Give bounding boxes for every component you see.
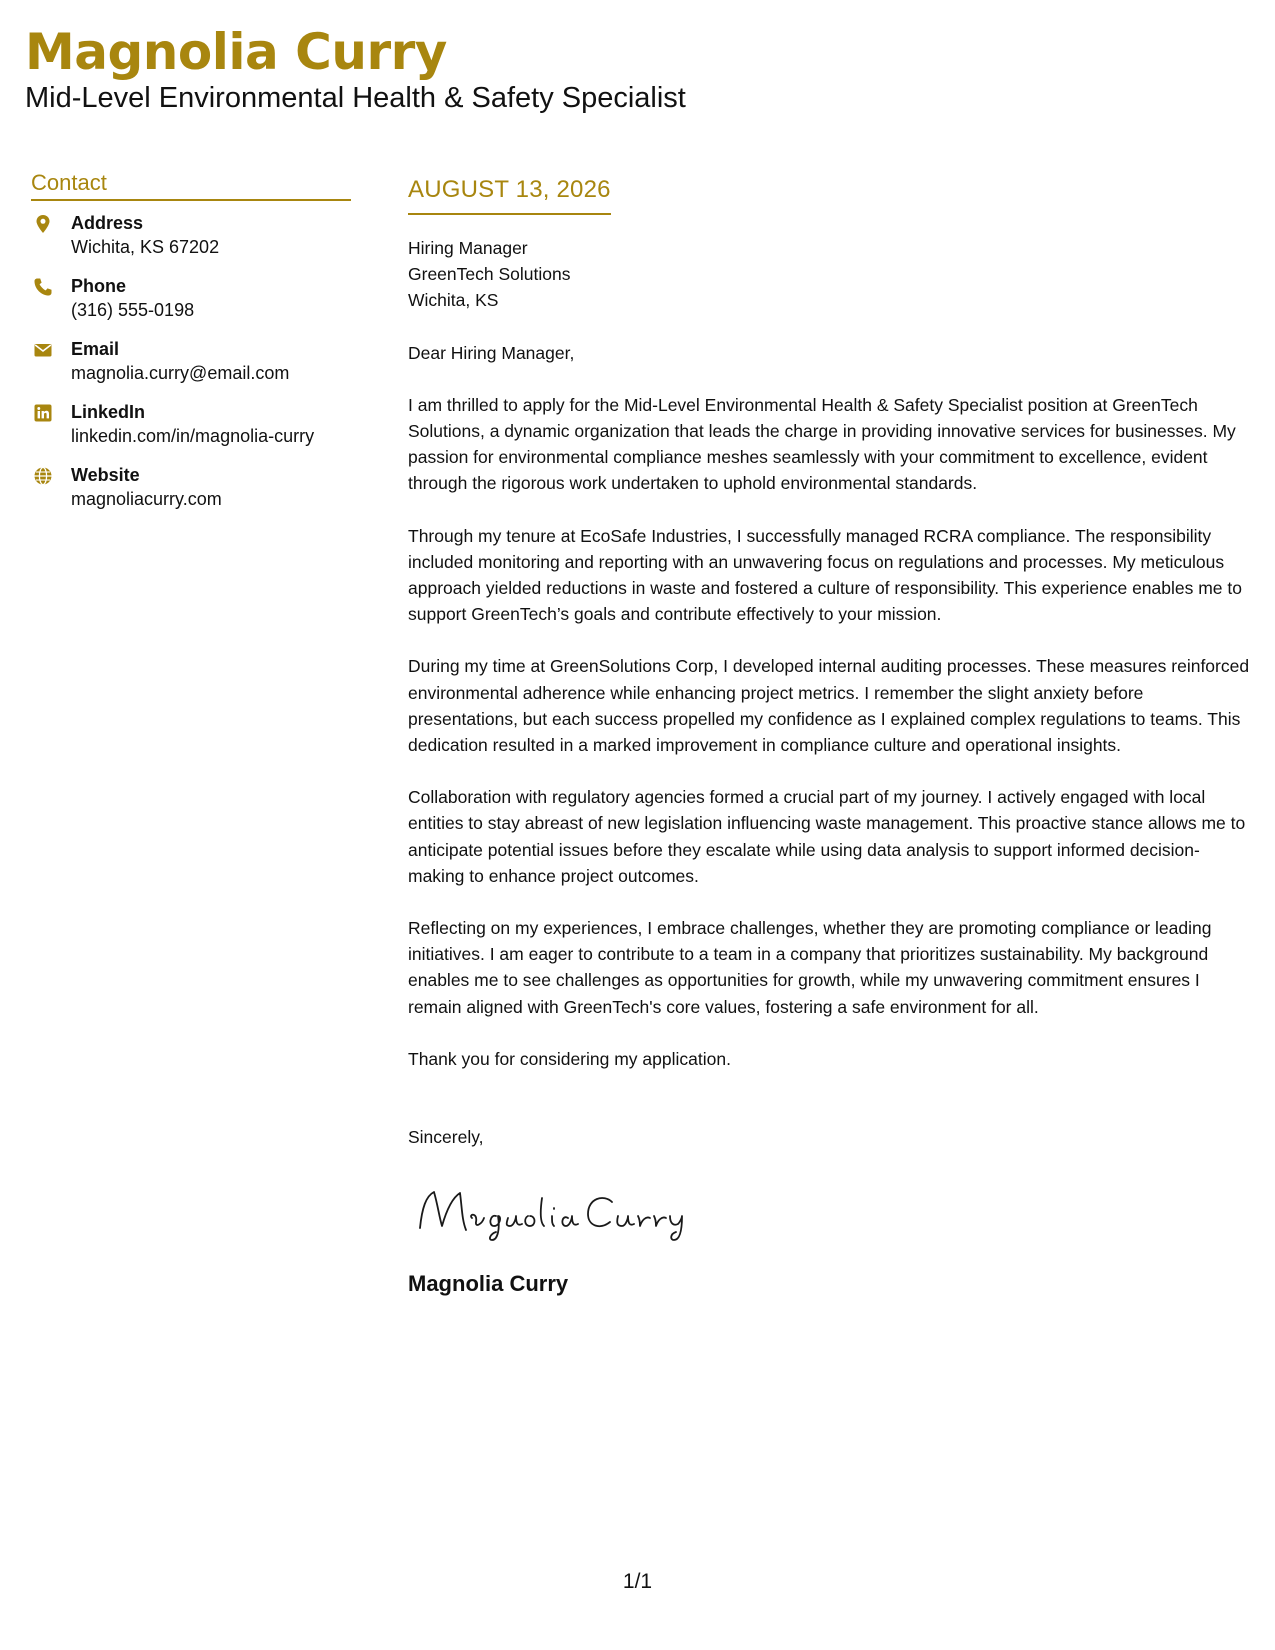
recipient-block — [408, 235, 1253, 314]
applicant-name: Magnolia Curry — [25, 23, 447, 81]
contact-sidebar — [31, 170, 351, 526]
paragraph-1: I am thrilled to apply for the Mid-Level Environmental Health & Safety Specialist position at GreenTech Solutions, a dynamic organization that leads the charge in providing innovative services for businesses. My passion for environmental compliance meshes seamlessly with your commitment to excellence, evident through the rigorous work undertaken to uphold environmental standards. — [408, 394, 1236, 494]
contact-value-address: Wichita, KS 67202 — [71, 237, 220, 257]
contact-item-linkedin — [31, 400, 351, 463]
letter-date: AUGUST 13, 2026 — [408, 175, 611, 215]
contact-label-phone: Phone — [71, 276, 127, 296]
phone-icon — [33, 277, 53, 297]
contact-label-email: Email — [71, 339, 120, 359]
job-title: Mid-Level Environmental Health & Safety Specialist — [25, 82, 686, 114]
contact-value-website: magnoliacurry.com — [71, 489, 222, 509]
signed-name: Magnolia Curry — [408, 1271, 569, 1297]
signature — [412, 1178, 712, 1248]
globe-icon — [33, 466, 53, 486]
contact-item-address — [31, 211, 351, 274]
envelope-icon — [33, 340, 53, 360]
contact-heading: Contact — [31, 170, 351, 201]
letter-body — [408, 175, 1253, 1298]
contact-label-linkedin: LinkedIn — [71, 402, 146, 422]
recipient-location: Wichita, KS — [408, 290, 499, 311]
closing: Sincerely, — [408, 1127, 484, 1148]
contact-value-linkedin: linkedin.com/in/magnolia-curry — [71, 426, 315, 446]
salutation: Dear Hiring Manager, — [408, 342, 575, 363]
contact-item-phone — [31, 274, 351, 337]
contact-item-website — [31, 463, 351, 526]
page-number: 1/1 — [622, 1570, 653, 1593]
paragraph-5: Reflecting on my experiences, I embrace challenges, whether they are promoting compliance or leading initiatives. I am eager to contribute to a team in a company that prioritizes sustainability. My background enables me to see challenges as opportunities for growth, while my unwavering commitment ensures I remain aligned with GreenTech's core values, fostering a safe environment for all. — [408, 918, 1212, 1017]
paragraph-2: Through my tenure at EcoSafe Industries, I successfully managed RCRA compliance. The responsibility included monitoring and reporting with an unwavering focus on regulations and processes. My meticulous approach yielded reductions in waste and fostered a culture of responsibility. This experience enables me to support GreenTech’s goals and contribute effectively to your mission. — [408, 525, 1243, 625]
linkedin-icon — [33, 403, 53, 423]
recipient-company: GreenTech Solutions — [408, 264, 571, 285]
contact-value-phone: (316) 555-0198 — [71, 300, 195, 320]
thank-you-line: Thank you for considering my application. — [408, 1048, 731, 1069]
contact-label-address: Address — [71, 213, 144, 233]
paragraph-4: Collaboration with regulatory agencies formed a crucial part of my journey. I actively engaged with local entities to stay abreast of new legislation influencing waste management. This proactive stance allows me to anticipate potential issues before they escalate while using data analysis to support informed decision-making to enhance project outcomes. — [408, 787, 1246, 886]
map-pin-icon — [33, 214, 53, 234]
recipient-name: Hiring Manager — [408, 238, 528, 258]
contact-value-email: magnolia.curry@email.com — [71, 363, 290, 383]
contact-item-email — [31, 337, 351, 400]
paragraph-3: During my time at GreenSolutions Corp, I developed internal auditing processes. These measures reinforced environmental adherence while enhancing project metrics. I remember the slight anxiety before presentations, but each success propelled my confidence as I explained complex regulations to teams. This dedication resulted in a marked improvement in compliance culture and operational insights. — [408, 656, 1250, 756]
contact-label-website: Website — [71, 465, 140, 485]
